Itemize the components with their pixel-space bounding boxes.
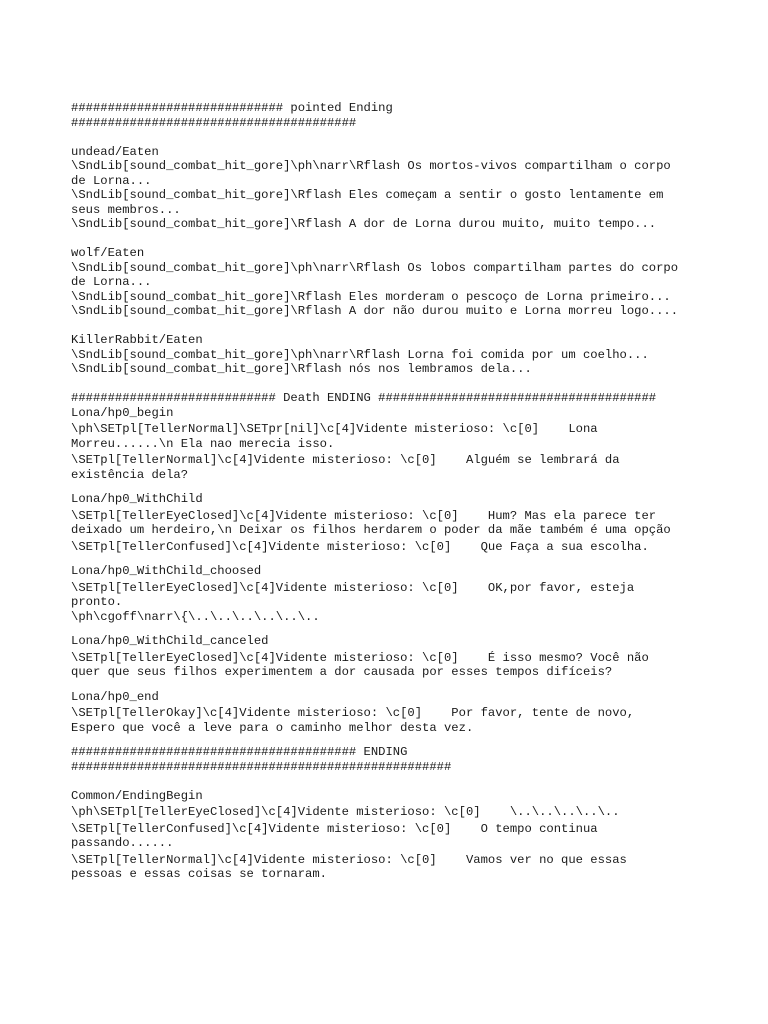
section-header-line: ####################################### bbox=[71, 115, 357, 130]
script-line: \SETpl[TellerEyeClosed]\c[4]Vidente misterioso: \c[0] OK,por favor, esteja bbox=[71, 580, 635, 595]
script-key: Lona/hp0_begin bbox=[71, 405, 174, 420]
script-line: deixado um herdeiro,\n Deixar os filhos herdarem o poder da mãe também é uma opção bbox=[71, 523, 671, 537]
script-line: \SETpl[TellerNormal]\c[4]Vidente misterioso: \c[0] Alguém se lembrará da bbox=[71, 453, 620, 467]
script-group bbox=[71, 564, 731, 624]
script-key: KillerRabbit/Eaten bbox=[71, 333, 203, 347]
script-key: undead/Eaten bbox=[71, 144, 159, 159]
script-key: Common/EndingBegin bbox=[71, 788, 203, 803]
script-group bbox=[71, 333, 731, 377]
script-line: \SndLib[sound_combat_hit_gore]\ph\narr\Rflash Lorna foi comida por um coelho... bbox=[71, 347, 649, 362]
script-key: Lona/hp0_WithChild bbox=[71, 492, 203, 506]
script-line: \ph\SETpl[TellerNormal]\SETpr[nil]\c[4]Vidente misterioso: \c[0] Lona bbox=[71, 422, 598, 436]
script-line: Espero que você a leve para o caminho melhor desta vez. bbox=[71, 720, 474, 735]
script-line: de Lorna... bbox=[71, 275, 152, 289]
script-line: de Lorna... bbox=[71, 173, 152, 188]
script-line: existência dela? bbox=[71, 467, 189, 482]
script-entry bbox=[71, 651, 731, 680]
script-line: \SETpl[TellerConfused]\c[4]Vidente misterioso: \c[0] O tempo continua bbox=[71, 821, 598, 836]
script-line: \SndLib[sound_combat_hit_gore]\Rflash Eles morderam o pescoço de Lorna primeiro... bbox=[71, 289, 671, 304]
script-line: pronto. bbox=[71, 595, 123, 609]
script-entry bbox=[71, 581, 731, 625]
script-line: \SETpl[TellerEyeClosed]\c[4]Vidente misterioso: \c[0] Hum? Mas ela parece ter bbox=[71, 508, 657, 523]
script-group bbox=[71, 145, 731, 232]
script-entry bbox=[71, 509, 731, 538]
script-key: Lona/hp0_WithChild_choosed bbox=[71, 564, 262, 578]
script-group bbox=[71, 789, 731, 882]
script-line: \SndLib[sound_combat_hit_gore]\Rflash A dor de Lorna durou muito, muito tempo... bbox=[71, 217, 657, 231]
script-key: Lona/hp0_WithChild_canceled bbox=[71, 634, 269, 648]
script-entry bbox=[71, 822, 731, 851]
script-entry bbox=[71, 706, 731, 735]
section-header-line: ############################ Death ENDING ###################################### bbox=[71, 391, 657, 405]
section-header-line: #################################################### bbox=[71, 759, 452, 774]
section-ending bbox=[71, 745, 731, 882]
script-line: Morreu......\n Ela nao merecia isso. bbox=[71, 436, 335, 451]
script-entry bbox=[71, 422, 731, 451]
script-line: pessoas e essas coisas se tornaram. bbox=[71, 867, 327, 881]
script-line: \ph\SETpl[TellerEyeClosed]\c[4]Vidente misterioso: \c[0] \..\..\..\..\.. bbox=[71, 805, 620, 819]
script-line: quer que seus filhos experimentem a dor causada por esses tempos difíceis? bbox=[71, 665, 613, 679]
script-line: \SETpl[TellerOkay]\c[4]Vidente misterioso: \c[0] Por favor, tente de novo, bbox=[71, 706, 635, 720]
script-line: seus membros... bbox=[71, 202, 181, 217]
script-key: Lona/hp0_end bbox=[71, 689, 159, 704]
script-line: \SndLib[sound_combat_hit_gore]\Rflash nós nos lembramos dela... bbox=[71, 362, 532, 376]
script-group bbox=[71, 406, 731, 483]
script-key: wolf/Eaten bbox=[71, 246, 145, 260]
script-line: passando...... bbox=[71, 836, 174, 850]
script-entry bbox=[71, 853, 731, 882]
script-group bbox=[71, 492, 731, 554]
section-header-line: ############################# pointed Ending bbox=[71, 101, 393, 115]
script-line: \SndLib[sound_combat_hit_gore]\Rflash Eles começam a sentir o gosto lentamente em bbox=[71, 188, 664, 202]
script-line: \SndLib[sound_combat_hit_gore]\Rflash A dor não durou muito e Lorna morreu logo.... bbox=[71, 304, 679, 318]
script-group bbox=[71, 690, 731, 736]
script-line: \SndLib[sound_combat_hit_gore]\ph\narr\Rflash Os mortos-vivos compartilham o corpo bbox=[71, 159, 671, 173]
script-line: \SndLib[sound_combat_hit_gore]\ph\narr\Rflash Os lobos compartilham partes do corpo bbox=[71, 260, 679, 275]
script-line: \SETpl[TellerConfused]\c[4]Vidente misterioso: \c[0] Que Faça a sua escolha. bbox=[71, 539, 649, 554]
section-header-line: ####################################### ENDING bbox=[71, 745, 408, 759]
script-group bbox=[71, 246, 731, 319]
script-entry bbox=[71, 453, 731, 482]
script-entry bbox=[71, 805, 731, 820]
script-line: \SETpl[TellerEyeClosed]\c[4]Vidente misterioso: \c[0] É isso mesmo? Você não bbox=[71, 650, 649, 665]
script-line: \ph\cgoff\narr\{\..\..\..\..\..\.. bbox=[71, 609, 320, 624]
section-pointed-ending bbox=[71, 101, 731, 391]
section-death-ending bbox=[71, 391, 731, 745]
script-group bbox=[71, 634, 731, 680]
document-page bbox=[71, 101, 731, 882]
script-entry bbox=[71, 540, 731, 555]
script-line: \SETpl[TellerNormal]\c[4]Vidente misterioso: \c[0] Vamos ver no que essas bbox=[71, 852, 627, 867]
